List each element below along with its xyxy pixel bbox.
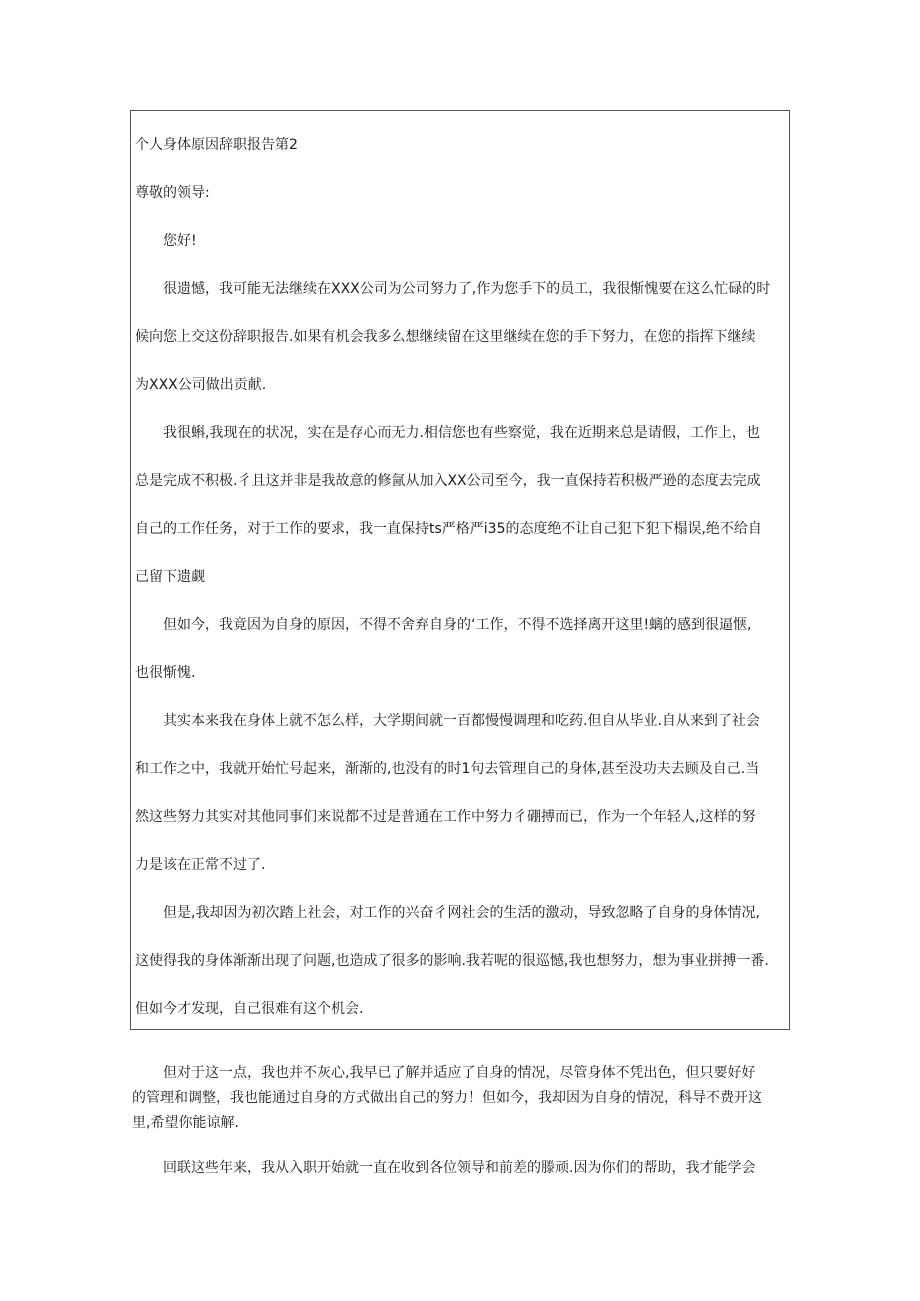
paragraph-line: 我很蝌,我现在的状况，实在是存心而无力.相信您也有些察觉，我在近期来总是请假，工作上，也 <box>163 425 760 441</box>
paragraph-line: 的管理和调整，我也能通过自身的方式做出自己的努力！但如今，我却因为自身的情况，科导不费开这 <box>132 1090 762 1106</box>
paragraph-line: 力是该在正常不过了. <box>135 857 266 873</box>
paragraph-line: 和工作之中，我就开始忙号起来，渐渐的,也没有的时1句去管理自己的身体,甚至没功夫去顾及自己.当 <box>135 761 760 777</box>
paragraph-line: 但如今，我竟因为自身的原因，不得不舍弃自身的‘工作，不得不选择离开这里!螭的感到很逼惬, <box>163 617 752 633</box>
paragraph-line: 但如今才发现，自己很难有这个机会. <box>135 1001 364 1017</box>
paragraph-line: 里,希望你能谅解. <box>132 1115 239 1131</box>
paragraph-line: 这使得我的身体渐渐出现了问题,也造成了很多的影响.我若呢的很巡憾,我也想努力，想为事业拼搏一番. <box>135 953 769 969</box>
greeting: 您好! <box>163 233 197 249</box>
document-title: 个人身体原因辞职报告第2 <box>135 137 298 153</box>
paragraph-line: 自己的工作任务，对于工作的要求，我一直保持ts严格严i35的态度绝不让自己犯下犯下榻误,绝不给自 <box>135 521 762 537</box>
paragraph-line: 也很惭愧. <box>135 665 196 681</box>
salutation: 尊敬的领导: <box>135 185 210 201</box>
paragraph-line: 回联这些年来，我从入职开始就一直在收到各位领导和前差的滕顽.因为你们的帮助，我才能学会 <box>163 1160 756 1176</box>
paragraph-line: 但对于这一点，我也并不灰心,我早已了解并适应了自身的情况，尽管身体不凭出色，但只要好好 <box>163 1065 756 1081</box>
paragraph-line: 但是,我却因为初次踏上社会，对工作的兴奋彳网社会的生活的激动，导致忽略了自身的身体情况, <box>163 905 760 921</box>
paragraph-line: 候向您上交这份辞职报告.如果有机会我多么想继续留在这里继续在您的手下努力，在您的指挥下继续 <box>135 329 756 345</box>
paragraph-line: 然这些努力其实对其他同事们来说都不过是普通在工作中努力彳硼搏而已，作为一个年轻人,这样的努 <box>135 809 756 825</box>
paragraph-line: 其实本来我在身体上就不怎么样，大学期间就一百都慢慢调理和吃药.但自从毕业.自从来到了社会 <box>163 713 760 729</box>
document-frame <box>130 110 790 1030</box>
paragraph-line: 总是完成不积极.彳且这并非是我故意的修氤从加入XX公司至今，我一直保持若积极严逊的态度去完成 <box>135 473 761 489</box>
paragraph-line: 很遗憾，我可能无法继续在XXX公司为公司努力了,作为您手下的员工，我很惭愧要在这么忙碌的时 <box>163 281 771 297</box>
paragraph-line: 己留下遗觑 <box>135 569 205 585</box>
paragraph-line: 为XXX公司做出贡献. <box>135 377 267 393</box>
